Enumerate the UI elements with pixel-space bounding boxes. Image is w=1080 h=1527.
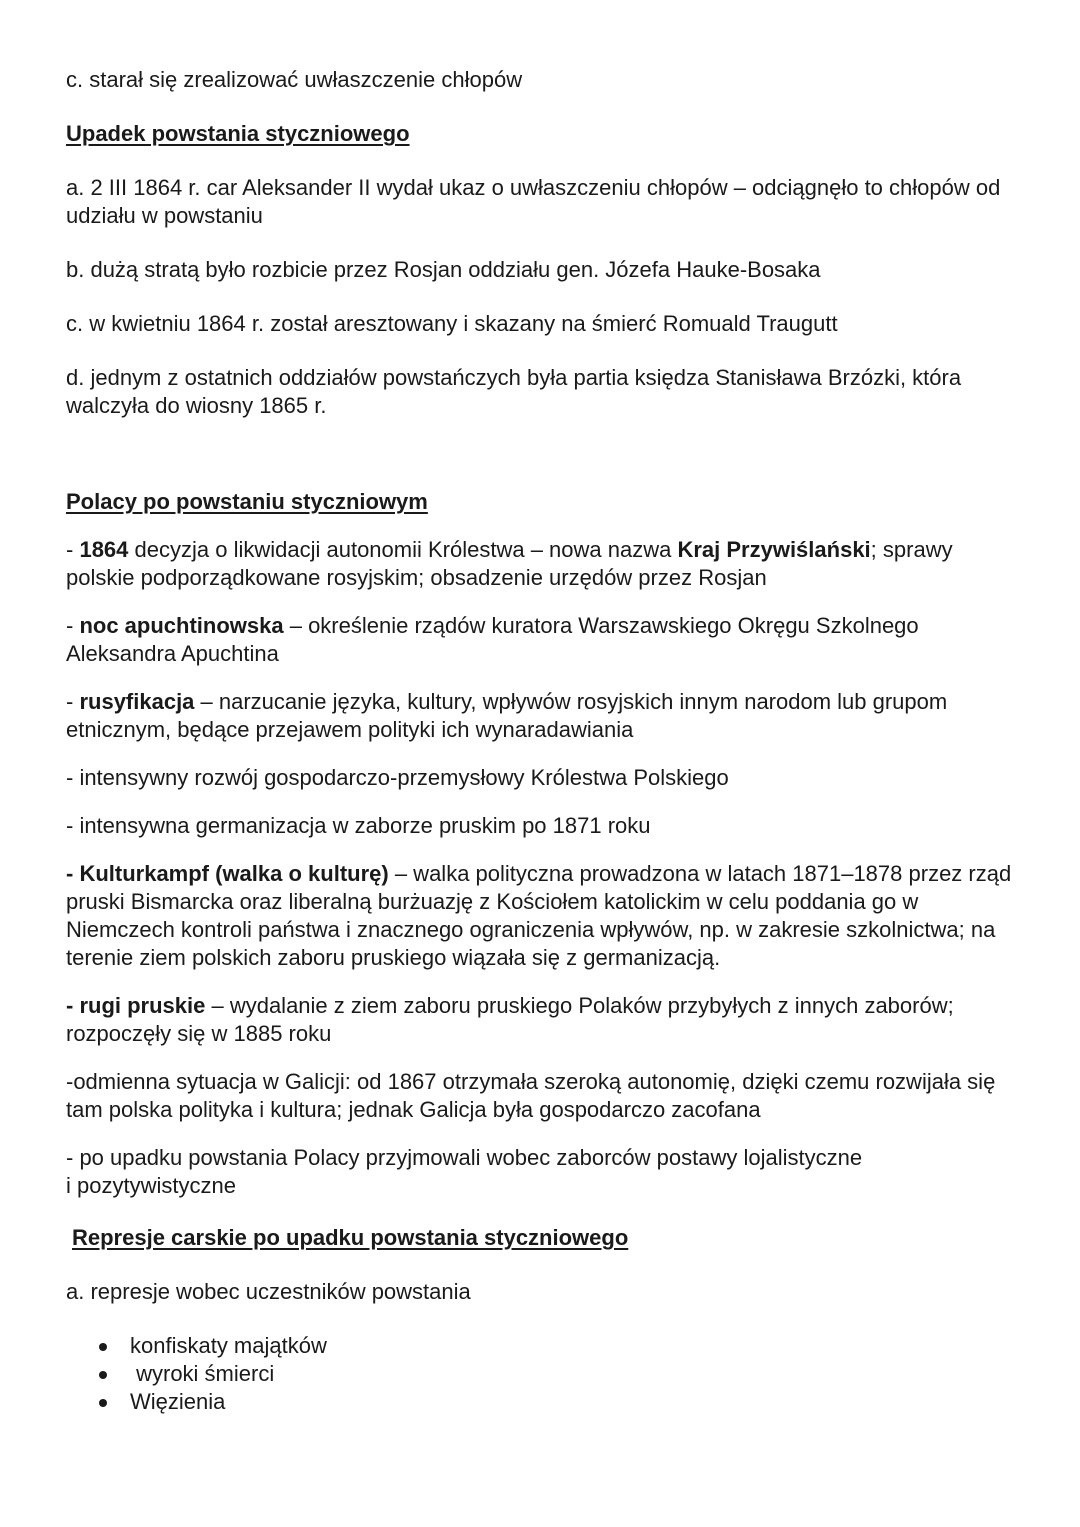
paragraph-text: – narzucanie języka, kultury, wpływów rosyjskich innym narodom lub grupom etnicznym, będące przejawem polityki ich wynaradawiania <box>66 689 948 742</box>
dash: - <box>66 613 80 638</box>
list-item-d: d. jednym z ostatnich oddziałów powstańczych była partia księdza Stanisława Brzózki, która walczyła do wiosny 1865 r. <box>66 365 962 418</box>
paragraph-postawy <box>66 1144 1026 1200</box>
bold-term: - Kulturkampf (walka o kulturę) <box>66 861 389 886</box>
paragraph-text: – wydalanie z ziem zaboru pruskiego Polaków przybyłych z innych zaborów; rozpoczęły się w 1885 roku <box>66 993 954 1046</box>
section-heading-upadek: Upadek powstania styczniowego <box>66 121 410 146</box>
bold-term: 1864 <box>79 537 129 562</box>
paragraph-text: – walka polityczna prowadzona w latach 1871–1878 przez rząd pruski Bismarcka oraz liberalną burżuazję z Kościołem katolickim w celu poddania go w Niemczech kontroli państwa i znacznego ograniczenia wpływów, np. w zakresie szkolnictwa; na terenie ziem polskich zaboru pruskiego wiązała się z germanizacją. <box>66 861 1012 970</box>
paragraph-rozwoj: - intensywny rozwój gospodarczo-przemysłowy Królestwa Polskiego <box>66 765 729 790</box>
bullet-item: wyroki śmierci <box>66 1360 1026 1388</box>
paragraph-rugi-pruskie <box>66 992 1026 1048</box>
list-item-a: a. 2 III 1864 r. car Aleksander II wydał ukaz o uwłaszczeniu chłopów – odciągnęło to chłopów od udziału w powstaniu <box>66 175 1001 228</box>
list-item-a: a. represje wobec uczestników powstania <box>66 1279 471 1304</box>
bold-term: Kraj Przywiślański <box>677 537 871 562</box>
list-item-c: c. w kwietniu 1864 r. został aresztowany i skazany na śmierć Romuald Traugutt <box>66 311 838 336</box>
list-item-b: b. dużą stratą było rozbicie przez Rosjan oddziału gen. Józefa Hauke-Bosaka <box>66 257 821 282</box>
paragraph-text: – określenie rządów kuratora Warszawskiego Okręgu Szkolnego Aleksandra Apuchtina <box>66 613 919 666</box>
document-body <box>66 66 1026 1416</box>
paragraph-germanizacja: - intensywna germanizacja w zaborze pruskim po 1871 roku <box>66 813 651 838</box>
bold-term: - rugi pruskie <box>66 993 206 1018</box>
paragraph-text: decyzja o likwidacji autonomii Królestwa – nowa nazwa <box>128 537 678 562</box>
bullet-item: konfiskaty majątków <box>66 1332 1026 1360</box>
bold-term: rusyfikacja <box>79 689 195 714</box>
bullet-item: Więzienia <box>66 1388 1026 1416</box>
paragraph-line: i pozytywistyczne <box>66 1173 236 1198</box>
paragraph-rusyfikacja <box>66 688 1026 744</box>
dash: - <box>66 689 80 714</box>
list-item-c: c. starał się zrealizować uwłaszczenie chłopów <box>66 67 523 92</box>
paragraph-text: ; sprawy polskie podporządkowane rosyjskim; obsadzenie urzędów przez Rosjan <box>66 537 953 590</box>
paragraph-kulturkampf <box>66 860 1026 972</box>
paragraph-noc-apuchtinowska <box>66 612 1026 668</box>
paragraph-line: - po upadku powstania Polacy przyjmowali wobec zaborców postawy lojalistyczne <box>66 1145 863 1170</box>
paragraph-galicja: -odmienna sytuacja w Galicji: od 1867 otrzymała szeroką autonomię, dzięki czemu rozwijała się tam polska polityka i kultura; jednak Galicja była gospodarczo zacofana <box>66 1069 996 1122</box>
bullet-list <box>66 1332 1026 1416</box>
dash: - <box>66 537 80 562</box>
bold-term: noc apuchtinowska <box>79 613 284 638</box>
paragraph-1864 <box>66 536 1026 592</box>
section-heading-represje: Represje carskie po upadku powstania styczniowego <box>72 1225 629 1250</box>
section-heading-polacy: Polacy po powstaniu styczniowym <box>66 489 428 514</box>
